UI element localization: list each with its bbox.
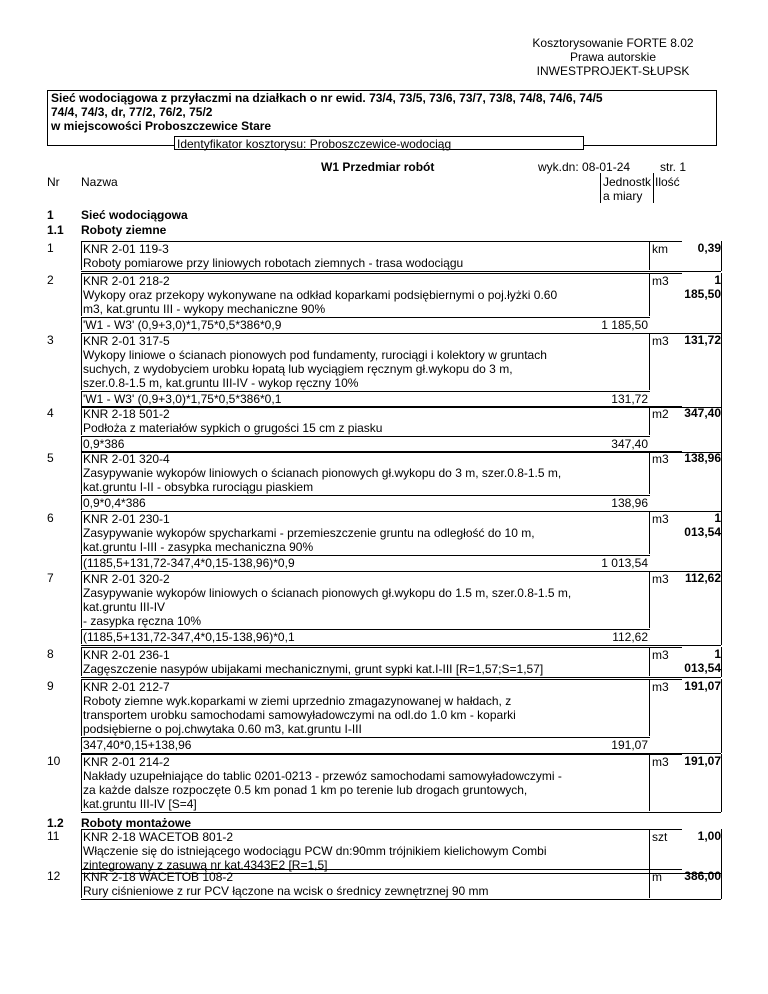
position-description-line: Nakłady uzupełniające do tablic 0201-0213 - przewóz samochodami samowyładowczymi - <box>83 769 562 783</box>
position-nr: 8 <box>47 647 54 661</box>
position-description <box>81 647 650 676</box>
position-description-line: Podłoża z materiałów sypkich o grugości 15 cm z piasku <box>83 421 383 435</box>
position-calculation <box>81 391 650 406</box>
position-description-line: szer.0.8-1.5 m, kat.gruntu III-IV - wykop ręczny 10% <box>83 376 359 390</box>
position-border <box>721 679 722 753</box>
position-description-line: Wykopy oraz przekopy wykonywane na odkład koparkami podsiębiernymi o poj.łyżki 0.60 <box>83 288 558 302</box>
project-title-line3: w miejscowości Proboszczewice Stare <box>51 119 272 133</box>
position-quantity: 386,00 <box>684 869 721 883</box>
position-description-line: zintegrowany z zasuwą nr kat.4343E2 [R=1,5] <box>83 858 328 872</box>
section-1-1-name: Roboty ziemne <box>81 223 167 237</box>
position-unit: m3 <box>649 571 682 628</box>
position-norm-code: KNR 2-01 230-1 <box>83 512 170 526</box>
position-quantity: 138,96 <box>684 451 721 465</box>
position-nr: 10 <box>47 754 61 768</box>
position-bottom-border <box>81 812 721 813</box>
position-unit: m3 <box>649 273 682 316</box>
column-divider <box>653 173 654 203</box>
position-nr: 11 <box>47 829 60 843</box>
position-unit: m2 <box>649 406 682 435</box>
position-quantity: 1 185,50 <box>684 273 721 301</box>
software-name: Kosztorysowanie FORTE 8.02 <box>532 36 694 50</box>
position-quantity: 191,07 <box>684 754 721 768</box>
position-quantity: 0,39 <box>697 241 721 255</box>
position-border <box>721 511 722 571</box>
position-border <box>721 869 722 899</box>
position-calculation <box>81 555 650 570</box>
position-description <box>81 511 650 554</box>
position-description-line: suchych, z wydobyciem urobku łopatą lub wyciągiem ręcznym gł.wykopu do 3 m, <box>83 362 513 376</box>
section-1-2-nr: 1.2 <box>47 816 64 830</box>
position-description-line: Włączenie się do istniejącego wodociągu PCW dn:90mm trójnikiem kielichowym Combi <box>83 844 547 858</box>
position-description-line: Zasypywanie wykopów liniowych o ścianach pionowych gł.wykopu do 1.5 m, szer.0.8-1.5 m, <box>83 586 572 600</box>
position-description-line: kat.gruntu III-IV <box>83 600 166 614</box>
position-description <box>81 273 650 316</box>
calculation-formula: (1185,5+131,72-347,4*0,15-138,96)*0,9 <box>83 556 295 570</box>
section-1-2-name: Roboty montażowe <box>81 816 191 830</box>
position-description-line: Zasypywanie wykopów liniowych o ścianach pionowych gł.wykopu do 3 m, szer.0.8-1.5 m, <box>83 466 562 480</box>
position-quantity: 1,00 <box>697 829 721 843</box>
position-border <box>721 406 722 452</box>
position-calculation <box>81 436 650 451</box>
position-description-line: Wykopy liniowe o ścianach pionowych pod fundamenty, rurociągi i kolektory w gruntach <box>83 348 547 362</box>
position-nr: 7 <box>47 571 54 585</box>
position-description-line: Zasypywanie wykopów spycharkami - przemieszczenie gruntu na odległość do 10 m, <box>83 526 535 540</box>
position-calculation <box>81 737 650 752</box>
position-description <box>81 451 650 494</box>
position-description <box>81 829 650 872</box>
position-norm-code: KNR 2-18 WACETOB 801-2 <box>83 830 234 844</box>
position-unit: m3 <box>649 451 682 494</box>
position-unit: m <box>649 869 682 898</box>
position-calculation <box>81 317 650 332</box>
position-bottom-border <box>81 899 721 900</box>
position-border <box>721 647 722 677</box>
estimate-identifier: Identyfikator kosztorysu: Proboszczewice-wodociąg <box>174 136 584 150</box>
calculation-result: 131,72 <box>611 392 648 406</box>
section-1-nr: 1 <box>47 208 54 222</box>
position-quantity: 1 013,54 <box>684 511 721 539</box>
copyright-label: Prawa autorskie <box>569 50 657 64</box>
position-description-line: kat.gruntu I-III - zasypka mechaniczna 90% <box>83 540 314 554</box>
column-qty-header: Ilość <box>655 175 680 189</box>
calculation-formula: 0,9*0,4*386 <box>83 496 146 510</box>
position-quantity: 1 013,54 <box>684 647 721 675</box>
position-norm-code: KNR 2-18 WACETOB 108-2 <box>83 870 234 884</box>
position-border <box>721 241 722 271</box>
calculation-result: 1 013,54 <box>601 556 648 570</box>
position-description-line: - zasypka ręczna 10% <box>83 614 202 628</box>
position-norm-code: KNR 2-01 214-2 <box>83 755 170 769</box>
document-name: W1 Przedmiar robót <box>321 160 435 174</box>
position-description-line: kat.gruntu I-II - obsybka rurociągu piaskiem <box>83 480 314 494</box>
column-unit-header-1: Jednostk <box>603 175 652 189</box>
position-description-line: m3, kat.gruntu III - wykopy mechaniczne 90% <box>83 302 326 316</box>
position-border <box>721 829 722 873</box>
position-unit: km <box>649 241 682 270</box>
calculation-formula: 0,9*386 <box>83 437 125 451</box>
position-nr: 4 <box>47 406 54 420</box>
position-nr: 1 <box>47 241 54 255</box>
position-description-line: Zagęszczenie nasypów ubijakami mechanicznymi, grunt sypki kat.I-III [R=1,57;S=1,57] <box>83 662 544 676</box>
position-description <box>81 571 650 628</box>
position-nr: 3 <box>47 333 54 347</box>
position-description-line: Roboty ziemne wyk.koparkami w ziemi uprzednio zmagazynowanej w hałdach, z <box>83 694 512 708</box>
calculation-formula: (1185,5+131,72-347,4*0,15-138,96)*0,1 <box>83 630 295 644</box>
company-name: INWESTPROJEKT-SŁUPSK <box>536 64 690 78</box>
section-1-1-nr: 1.1 <box>47 223 64 237</box>
position-norm-code: KNR 2-01 212-7 <box>83 680 170 694</box>
column-divider <box>600 173 601 203</box>
calculation-result: 1 185,50 <box>601 318 648 332</box>
column-unit-header-2: a miary <box>603 189 643 203</box>
position-unit: m3 <box>649 511 682 554</box>
page-number: str. 1 <box>660 160 687 174</box>
position-calculation <box>81 629 650 644</box>
calculation-formula: 'W1 - W3' (0,9+3,0)*1,75*0,5*386*0,1 <box>83 392 282 406</box>
position-nr: 2 <box>47 273 54 287</box>
position-bottom-border <box>81 677 721 678</box>
calculation-result: 191,07 <box>611 738 648 752</box>
position-norm-code: KNR 2-01 317-5 <box>83 334 170 348</box>
calculation-formula: 'W1 - W3' (0,9+3,0)*1,75*0,5*386*0,9 <box>83 318 282 332</box>
position-border <box>721 571 722 645</box>
project-title-line2: 74/4, 74/3, dr, 77/2, 76/2, 75/2 <box>51 105 213 119</box>
position-description-line: Roboty pomiarowe przy liniowych robotach ziemnych - trasa wodociągu <box>83 256 464 270</box>
column-nr-header: Nr <box>47 175 60 189</box>
position-quantity: 131,72 <box>684 333 721 347</box>
position-border <box>721 273 722 333</box>
document-date: wyk.dn: 08-01-24 <box>538 160 631 174</box>
position-norm-code: KNR 2-01 218-2 <box>83 274 170 288</box>
position-description <box>81 679 650 736</box>
position-calculation <box>81 495 650 510</box>
position-bottom-border <box>81 645 721 646</box>
position-description-line: podsiębierne o poj.chwytaka 0.60 m3, kat.gruntu I-III <box>83 722 362 736</box>
section-1-name: Sieć wodociągowa <box>81 208 188 222</box>
position-norm-code: KNR 2-01 320-4 <box>83 452 170 466</box>
position-norm-code: KNR 2-01 320-2 <box>83 572 170 586</box>
position-description <box>81 406 650 435</box>
position-unit: m3 <box>649 754 682 811</box>
position-quantity: 347,40 <box>684 406 721 420</box>
position-description-line: kat.gruntu III-IV [S=4] <box>83 797 197 811</box>
position-unit: m3 <box>649 679 682 736</box>
calculation-formula: 347,40*0,15+138,96 <box>83 738 192 752</box>
column-name-header: Nazwa <box>81 175 118 189</box>
position-norm-code: KNR 2-01 119-3 <box>83 242 169 256</box>
position-norm-code: KNR 2-18 501-2 <box>83 407 170 421</box>
position-nr: 5 <box>47 451 54 465</box>
position-description <box>81 754 650 811</box>
position-description-line: transportem urobku samochodami samowyładowczymi na odl.do 1.0 km - koparki <box>83 708 516 722</box>
software-header <box>500 36 726 78</box>
position-border <box>721 333 722 407</box>
position-description <box>81 333 650 390</box>
position-nr: 9 <box>47 679 54 693</box>
position-border <box>721 754 722 812</box>
position-description <box>81 241 650 270</box>
calculation-result: 138,96 <box>611 496 648 510</box>
position-quantity: 191,07 <box>684 679 721 693</box>
position-description-line: za każde dalsze rozpoczęte 0.5 km ponad 1 km po terenie lub drogach gruntowych, <box>83 783 528 797</box>
position-unit: szt <box>649 829 682 872</box>
position-unit: m3 <box>649 647 682 676</box>
position-nr: 6 <box>47 511 54 525</box>
position-nr: 12 <box>47 869 61 883</box>
position-description <box>81 869 650 898</box>
calculation-result: 112,62 <box>612 630 648 644</box>
position-description-line: Rury ciśnieniowe z rur PCV łączone na wcisk o średnicy zewnętrznej 90 mm <box>83 884 489 898</box>
project-title-line1: Sieć wodociągowa z przyłaczmi na działkach o nr ewid. 73/4, 73/5, 73/6, 73/7, 73/8, 74/8, 74/6, 74/5 <box>51 91 603 105</box>
position-bottom-border <box>81 271 721 272</box>
position-border <box>721 451 722 511</box>
position-quantity: 112,62 <box>684 571 721 585</box>
position-unit: m3 <box>649 333 682 390</box>
calculation-result: 347,40 <box>611 437 648 451</box>
position-norm-code: KNR 2-01 236-1 <box>83 648 170 662</box>
